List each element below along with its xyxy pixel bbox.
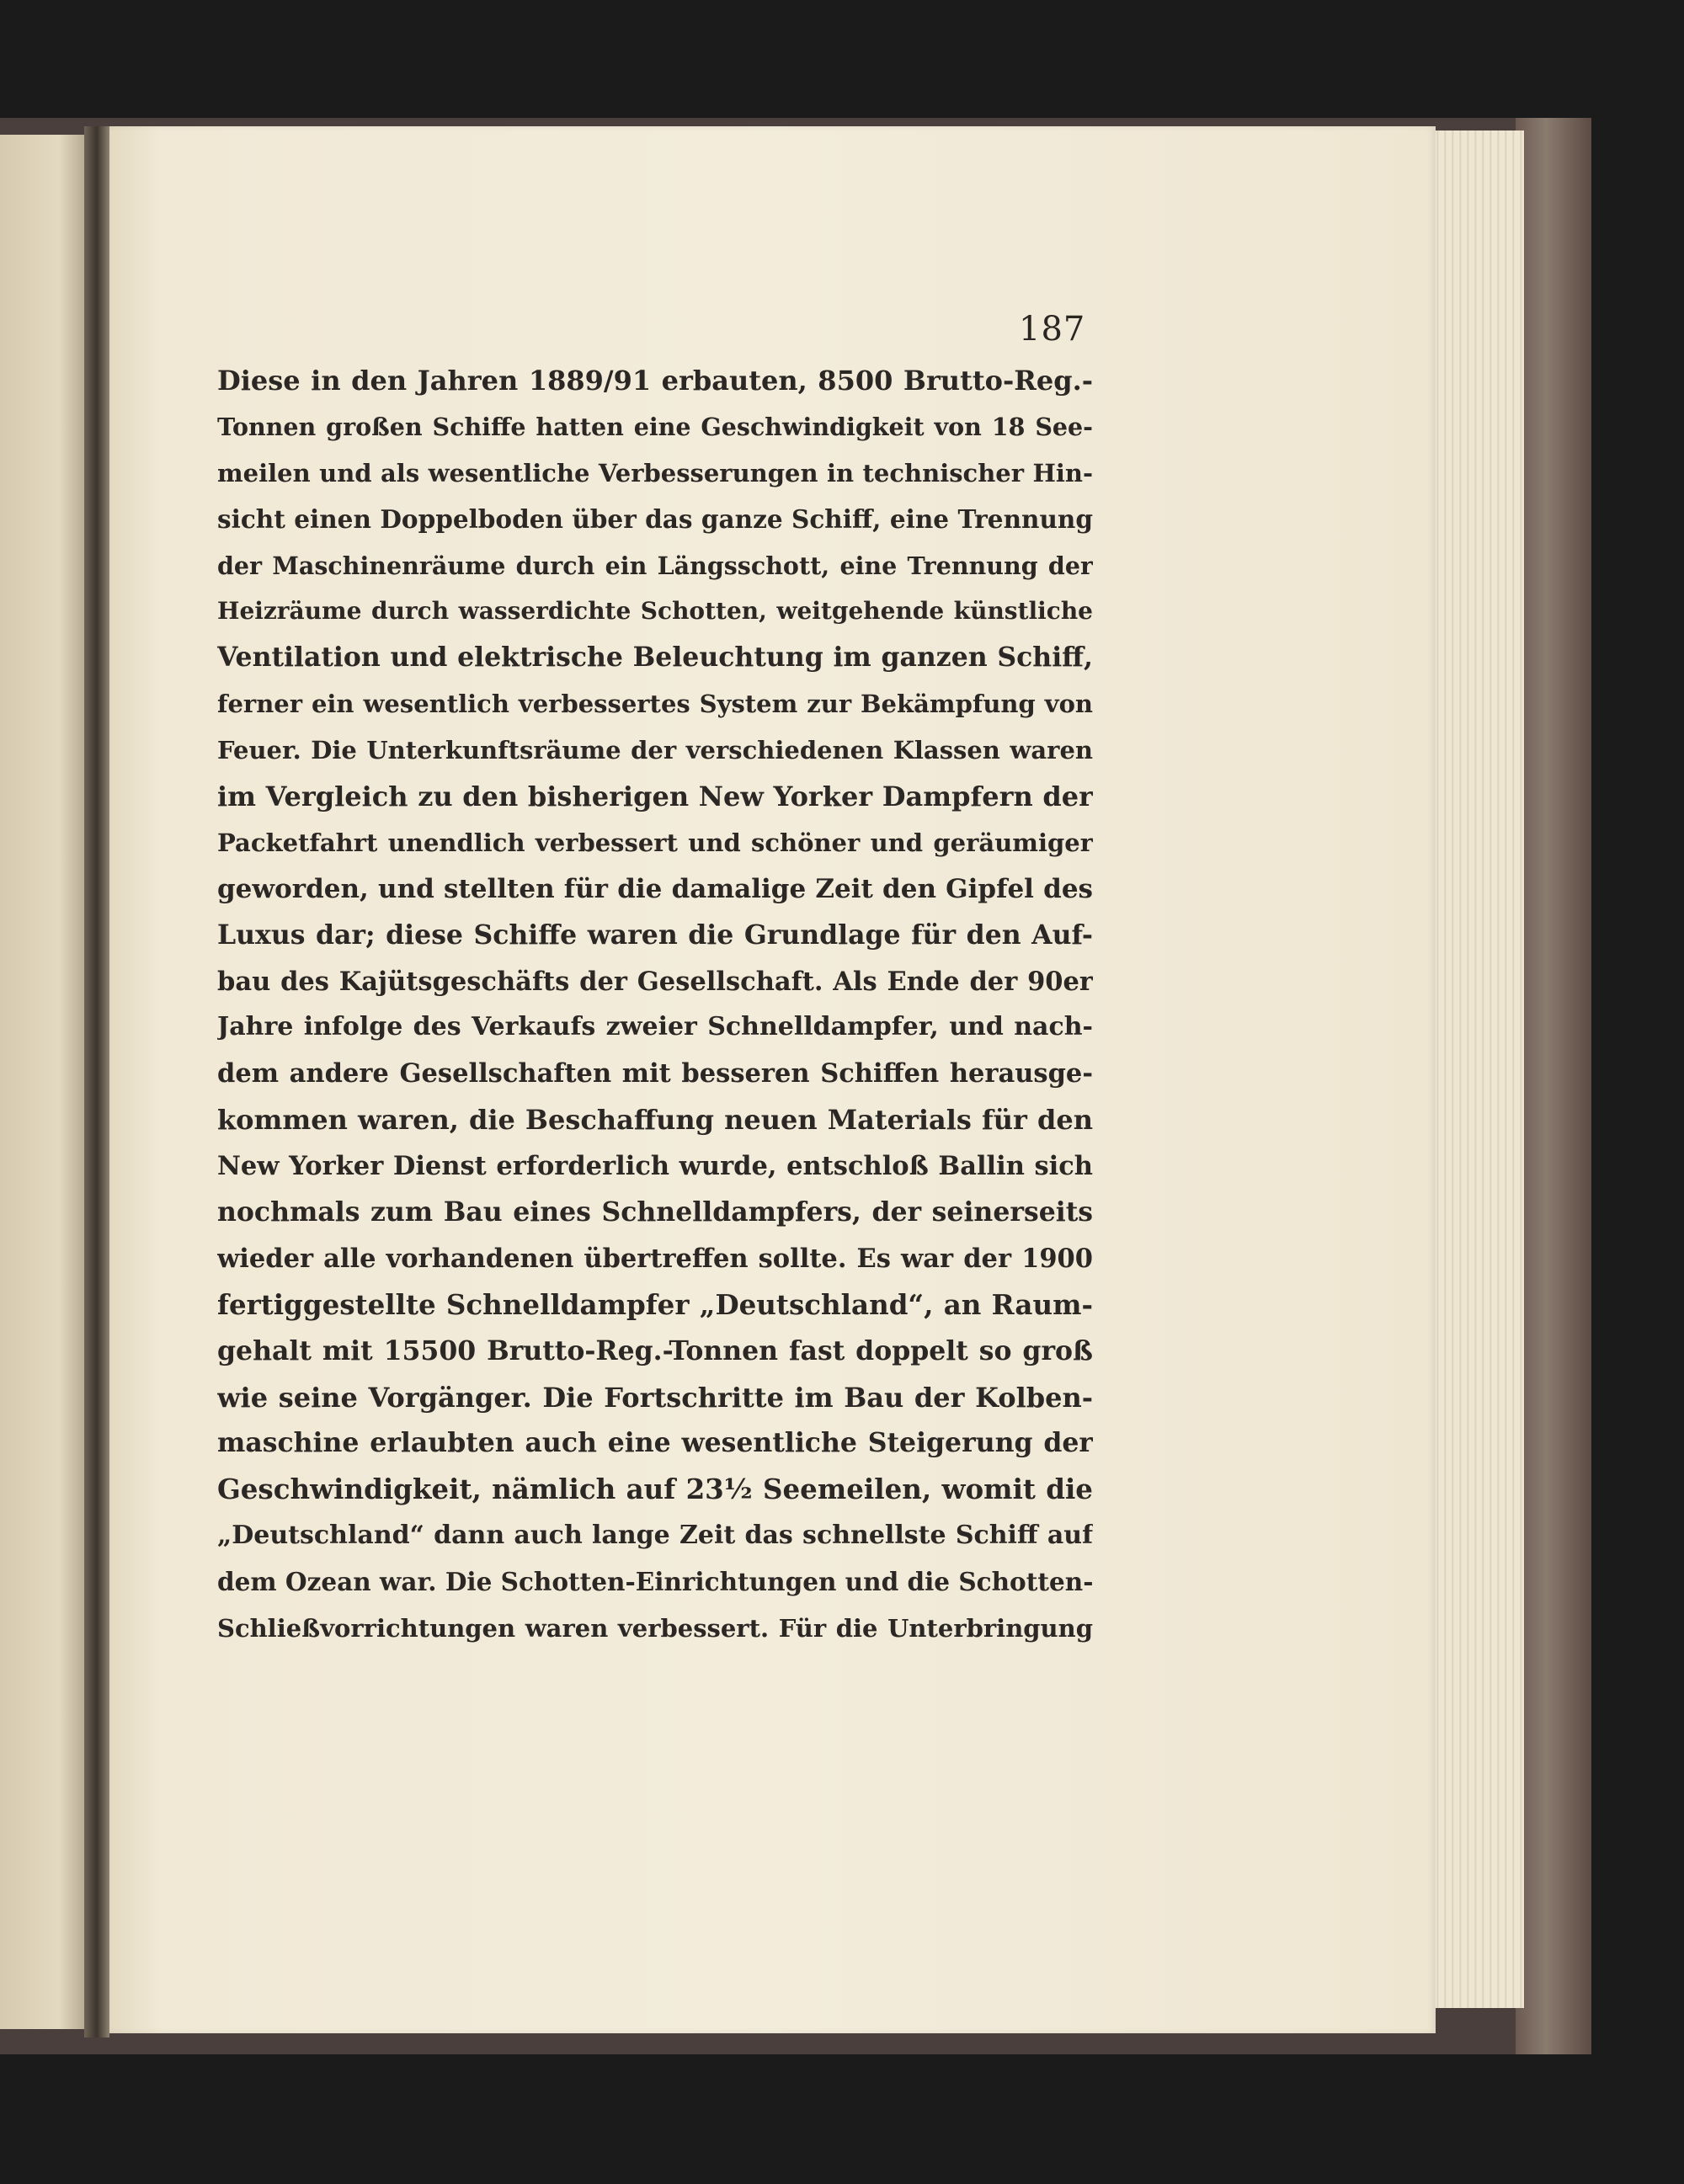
text-line: gehalt mit 15500 Brutto-Reg.-Tonnen fast doppelt so groß: [217, 1334, 1093, 1366]
left-page-edge: [0, 135, 84, 2029]
book-gutter: [84, 126, 109, 2038]
text-line: dem Ozean war. Die Schotten-Einrichtungen und die Schotten-: [217, 1567, 1093, 1597]
text-line: Diese in den Jahren 1889/91 erbauten, 8500 Brutto-Reg.-: [217, 365, 1093, 397]
text-line: Ventilation und elektrische Beleuchtung im ganzen Schiff,: [217, 642, 1093, 674]
page-number: 187: [1019, 310, 1086, 349]
text-line: maschine erlaubten auch eine wesentliche Steigerung der: [217, 1427, 1093, 1459]
book-cover-edge: [1516, 118, 1591, 2054]
text-line: Tonnen großen Schiffe hatten eine Geschwindigkeit von 18 See-: [217, 412, 1093, 441]
text-line: im Vergleich zu den bisherigen New Yorker Dampfern der: [217, 780, 1093, 813]
body-text: [217, 358, 1093, 1652]
text-line: Packetfahrt unendlich verbessert und schöner und geräumiger: [217, 828, 1093, 857]
text-line: fertiggestellte Schnelldampfer „Deutschland“, an Raum-: [217, 1287, 1093, 1321]
text-line: der Maschinenräume durch ein Längsschott, eine Trennung der: [217, 551, 1093, 580]
text-line: Heizräume durch wasserdichte Schotten, weitgehende künstliche: [217, 597, 1093, 626]
text-line: wieder alle vorhandenen übertreffen sollte. Es war der 1900: [217, 1243, 1093, 1274]
text-line: New Yorker Dienst erforderlich wurde, entschloß Ballin sich: [217, 1151, 1093, 1182]
text-line: Luxus dar; diese Schiffe waren die Grundlage für den Auf-: [217, 919, 1093, 951]
text-line: meilen und als wesentliche Verbesserungen in technischer Hin-: [217, 458, 1093, 487]
text-line: nochmals zum Bau eines Schnelldampfers, der seinerseits: [217, 1196, 1093, 1228]
text-line: wie seine Vorgänger. Die Fortschritte im Bau der Kolben-: [217, 1381, 1093, 1414]
text-line: „Deutschland“ dann auch lange Zeit das schnellste Schiff auf: [217, 1521, 1093, 1551]
text-line: Feuer. Die Unterkunftsräume der verschiedenen Klassen waren: [217, 736, 1093, 765]
text-line: sicht einen Doppelboden über das ganze Schiff, eine Trennung: [217, 503, 1093, 534]
text-line: dem andere Gesellschaften mit besseren Schiffen herausge-: [217, 1058, 1093, 1089]
text-line: bau des Kajütsgeschäfts der Gesellschaft. Als Ende der 90er: [217, 966, 1093, 997]
text-line: geworden, und stellten für die damalige Zeit den Gipfel des: [217, 873, 1093, 904]
text-line: ferner ein wesentlich verbessertes System zur Bekämpfung von: [217, 690, 1093, 719]
text-line: Schließvorrichtungen waren verbessert. Für die Unterbringung: [217, 1614, 1093, 1643]
text-line: Geschwindigkeit, nämlich auf 23½ Seemeilen, womit die: [217, 1473, 1093, 1506]
text-line: kommen waren, die Beschaffung neuen Materials für den: [217, 1104, 1093, 1137]
text-line: Jahre infolge des Verkaufs zweier Schnelldampfer, und nach-: [217, 1012, 1093, 1042]
page-edges: [1431, 131, 1524, 2008]
